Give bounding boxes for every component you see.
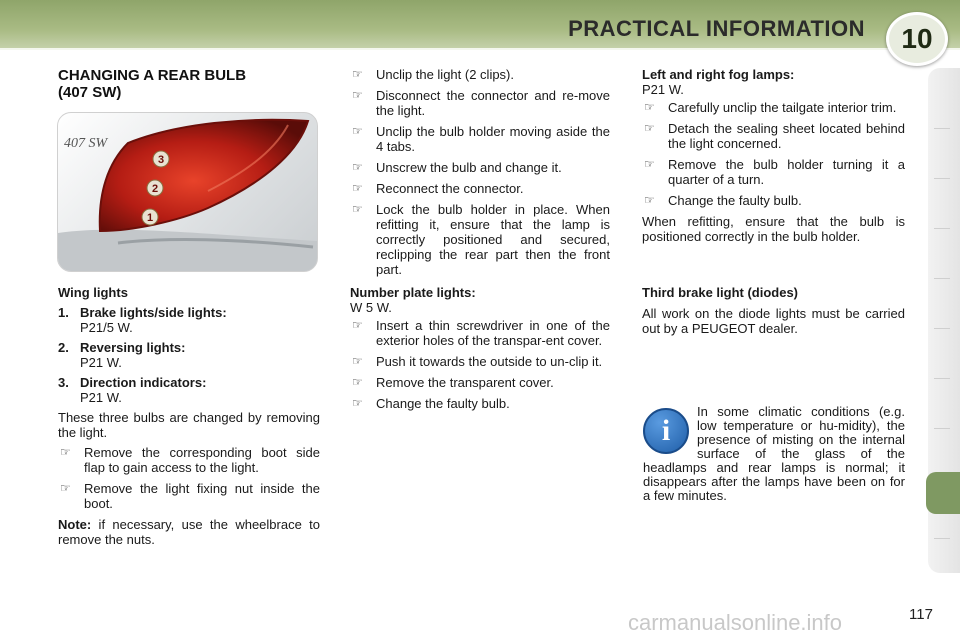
page-title: PRACTICAL INFORMATION xyxy=(568,16,865,41)
watermark: carmanualsonline.info xyxy=(628,610,843,635)
tab-divider xyxy=(934,178,950,179)
pointing-hand-icon: ☞ xyxy=(352,396,363,410)
pointing-hand-icon: ☞ xyxy=(352,160,363,174)
list-item xyxy=(58,305,320,335)
fog-lamps-section xyxy=(642,67,905,244)
pointing-hand-icon: ☞ xyxy=(352,354,363,368)
bullet-item: ☞ Disconnect the connector and re-move the light. xyxy=(352,88,610,118)
callout-3 xyxy=(153,151,169,167)
note-label: Note: xyxy=(58,517,92,532)
item-number: 2. xyxy=(58,340,69,355)
third-brake-section xyxy=(642,285,905,336)
fog-lamps-title: Left and right fog lamps: xyxy=(642,67,795,82)
rear-light-illustration xyxy=(58,113,317,271)
pointing-hand-icon: ☞ xyxy=(352,67,363,81)
bullet-item: ☞ Unclip the light (2 clips). xyxy=(352,67,514,82)
bullet-item: ☞ Remove the corresponding boot side flap to gain access to the light. xyxy=(60,445,320,475)
bullet-item: ☞ Lock the bulb holder in place. When refitting it, ensure that the lamp is correctly positioned and secured, reclipping the rear part then the front part. xyxy=(352,202,610,277)
pointing-hand-icon: ☞ xyxy=(644,157,655,171)
item-label: Reversing lights: xyxy=(80,340,186,355)
bullet-item: ☞ Change the faulty bulb. xyxy=(644,193,802,208)
wing-lights-title: Wing lights xyxy=(58,285,128,300)
item-label: Brake lights/side lights: xyxy=(80,305,227,320)
note xyxy=(58,517,320,547)
item-number: 1. xyxy=(58,305,69,320)
tab-active-chapter[interactable] xyxy=(926,472,960,514)
pointing-hand-icon: ☞ xyxy=(644,100,655,114)
list-item xyxy=(58,340,320,370)
header-divider xyxy=(0,48,960,50)
number-plate-title: Number plate lights: xyxy=(350,285,476,300)
number-plate-value: W 5 W. xyxy=(350,300,392,315)
pointing-hand-icon: ☞ xyxy=(352,181,363,195)
pointing-hand-icon: ☞ xyxy=(352,318,363,332)
tab-divider xyxy=(934,278,950,279)
item-label: Direction indicators: xyxy=(80,375,207,390)
list-item xyxy=(58,375,320,405)
bullet-item: ☞ Remove the transparent cover. xyxy=(352,375,554,390)
bullet-item: ☞ Insert a thin screwdriver in one of the exterior holes of the transpar-ent cover. xyxy=(352,318,610,348)
tab-divider xyxy=(934,378,950,379)
tab-divider xyxy=(934,328,950,329)
bullet-item: ☞ Detach the sealing sheet located behind the light concerned. xyxy=(644,121,905,151)
wing-lights-section xyxy=(58,285,320,547)
item-value: P21/5 W. xyxy=(80,320,133,335)
svg-text:2: 2 xyxy=(151,183,159,195)
tab-divider xyxy=(934,428,950,429)
svg-text:3: 3 xyxy=(157,154,165,166)
fog-lamps-value: P21 W. xyxy=(642,82,684,97)
left-column xyxy=(58,67,320,101)
pointing-hand-icon: ☞ xyxy=(644,121,655,135)
bullet-item: ☞ Unscrew the bulb and change it. xyxy=(352,160,562,175)
note-text: if necessary, use the wheelbrace to remove the nuts. xyxy=(58,517,320,547)
third-brake-paragraph: All work on the diode lights must be carried out by a PEUGEOT dealer. xyxy=(642,306,905,336)
pointing-hand-icon: ☞ xyxy=(352,375,363,389)
middle-column-top xyxy=(350,67,610,283)
item-value: P21 W. xyxy=(80,390,122,405)
rear-light-photo xyxy=(57,112,318,272)
pointing-hand-icon: ☞ xyxy=(644,193,655,207)
pointing-hand-icon: ☞ xyxy=(60,445,71,459)
info-note-text: In some climatic conditions (e.g. low temperature or hu-midity), the presence of misting on the internal surface of the glass of the headlamps and rear lamps is normal; it disappears after the lamps have been on for a few minutes. xyxy=(643,404,905,503)
bullet-item: ☞ Reconnect the connector. xyxy=(352,181,524,196)
item-number: 3. xyxy=(58,375,69,390)
page-number: 117 xyxy=(909,606,933,623)
info-icon: i xyxy=(643,408,689,454)
number-plate-section xyxy=(350,285,610,417)
model-badge: 407 SW xyxy=(64,136,108,151)
bullet-item: ☞ Carefully unclip the tailgate interior trim. xyxy=(644,100,897,115)
pointing-hand-icon: ☞ xyxy=(60,481,71,495)
tab-divider xyxy=(934,538,950,539)
refit-paragraph: When refitting, ensure that the bulb is positioned correctly in the bulb holder. xyxy=(642,214,905,244)
bullet-item: ☞ Remove the light fixing nut inside the boot. xyxy=(60,481,320,511)
section-title-line1: CHANGING A REAR BULB xyxy=(58,67,247,84)
item-value: P21 W. xyxy=(80,355,122,370)
section-title-line2: (407 SW) xyxy=(58,84,122,101)
bullet-item: ☞ Unclip the bulb holder moving aside the 4 tabs. xyxy=(352,124,610,154)
pointing-hand-icon: ☞ xyxy=(352,124,363,138)
bullet-item: ☞ Remove the bulb holder turning it a quarter of a turn. xyxy=(644,157,905,187)
bullet-item: ☞ Change the faulty bulb. xyxy=(352,396,510,411)
third-brake-title: Third brake light (diodes) xyxy=(642,285,799,300)
tab-divider xyxy=(934,128,950,129)
tab-divider xyxy=(934,228,950,229)
pointing-hand-icon: ☞ xyxy=(352,88,363,102)
callout-1 xyxy=(142,209,158,225)
pointing-hand-icon: ☞ xyxy=(352,202,363,216)
paragraph: These three bulbs are changed by removing the light. xyxy=(58,410,320,440)
bullet-item: ☞ Push it towards the outside to un-clip it. xyxy=(352,354,603,369)
svg-text:1: 1 xyxy=(146,212,154,224)
chapter-badge: 10 xyxy=(886,12,948,66)
callout-2 xyxy=(147,180,163,196)
